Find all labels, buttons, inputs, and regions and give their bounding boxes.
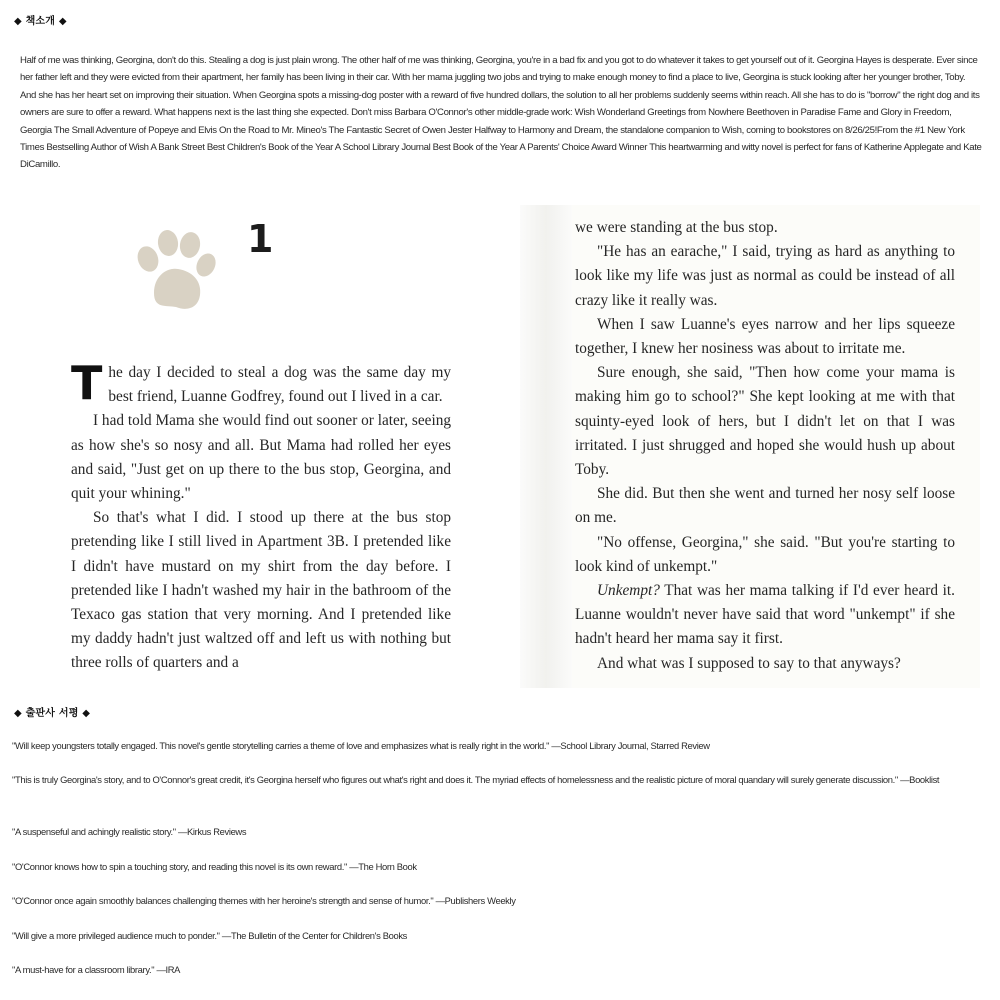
left-paragraph: I had told Mama she would find out sooner or later, seeing as how she's so nosy and all. But Mama had rolled her eyes and said, "Just get on up there to the bus stop, Georgina, and quit your whining." bbox=[71, 412, 451, 503]
left-paragraph: So that's what I did. I stood up there at the bus stop pretending like I still lived in Apartment 3B. I pretended like I didn't have mustard on my shirt from the day before. I pretended like I hadn't washed my hair in the bathroom of the Texaco gas station that very morning. And I pretended like my daddy hadn't just waltzed off and left us with nothing but three rolls of quarters and a bbox=[71, 509, 451, 672]
review-item: "This is truly Georgina's story, and to O'Connor's great credit, it's Georgina herself who figures out what's right and does it. The myriad effects of homelessness and the realistic picture of moral quandary will surely generate discussion." —Booklist bbox=[12, 774, 940, 785]
drop-cap: T bbox=[71, 356, 103, 410]
review-item: "O'Connor knows how to spin a touching story, and reading this novel is its own reward." —The Horn Book bbox=[12, 861, 417, 872]
review-item: "A must-have for a classroom library." —IRA bbox=[12, 964, 181, 975]
review-item: "Will give a more privileged audience much to ponder." —The Bulletin of the Center for Children's Books bbox=[12, 930, 408, 941]
right-paragraph: "No offense, Georgina," she said. "But you're starting to look kind of unkempt." bbox=[575, 533, 955, 575]
right-page-text bbox=[575, 216, 955, 676]
right-paragraph: When I saw Luanne's eyes narrow and her lips squeeze together, I knew her nosiness was about to irritate me. bbox=[575, 315, 955, 358]
chapter-number: 1 bbox=[247, 217, 274, 261]
left-page-text bbox=[71, 356, 451, 676]
unkempt-paragraph bbox=[575, 579, 955, 652]
intro-heading: ◆ 책소개 ◆ bbox=[14, 16, 67, 27]
right-paragraph: And what was I supposed to say to that anyways? bbox=[597, 654, 901, 672]
right-paragraph: Sure enough, she said, "Then how come your mama is making him go to school?" She kept looking at me with that squinty-eyed look of hers, but I didn't let on that I was irritated. I just shrugged and hoped she would hush up about Toby. bbox=[575, 364, 955, 479]
review-item: "Will keep youngsters totally engaged. This novel's gentle storytelling carries a theme of love and emphasizes what is really right in the world." —School Library Journal, Starred Review bbox=[12, 740, 710, 751]
opening-text: he day I decided to steal a dog was the same day my best friend, Luanne Godfrey, found out I lived in a car. bbox=[108, 364, 451, 406]
review-item: "O'Connor once again smoothly balances challenging themes with her heroine's strength and sense of humor." —Publishers Weekly bbox=[12, 895, 516, 906]
unkempt-italic: Unkempt? bbox=[597, 582, 660, 600]
page-gutter bbox=[520, 205, 572, 688]
review-heading: ◆ 출판사 서평 ◆ bbox=[14, 708, 91, 719]
opening-paragraph bbox=[71, 356, 451, 410]
book-page-scan bbox=[20, 205, 980, 688]
right-paragraph: She did. But then she went and turned her nosy self loose on me. bbox=[575, 485, 955, 527]
right-paragraph: "He has an earache," I said, trying as hard as anything to look like my life was just as normal as could be instead of all crazy like it really was. bbox=[575, 243, 955, 309]
unkempt-text: That was her mama talking if I'd ever heard it. Luanne wouldn't never have said that word "unkempt" if she hadn't heard her mama say it first. bbox=[575, 582, 955, 648]
review-item: "A suspenseful and achingly realistic story." —Kirkus Reviews bbox=[12, 826, 247, 837]
right-first-line: we were standing at the bus stop. bbox=[575, 219, 778, 236]
paw-print-icon bbox=[132, 227, 218, 315]
book-description: Half of me was thinking, Georgina, don't do this. Stealing a dog is just plain wrong. The other half of me was thinking, Georgina, you're in a bad fix and you got to do whatever it takes to get yourself out of it. Georgina Hayes is desperate. Ever since her father left and they were evicted from their apartment, her family has been living in their car. With her mama juggling two jobs and trying to make enough money to find a place to live, Georgina is stuck looking after her younger brother, Toby. And she has her heart set on improving their situation. When Georgina spots a missing-dog poster with a reward of five hundred dollars, the solution to all her problems suddenly seems within reach. All she has to do is "borrow" the right dog and its owners are sure to offer a reward. What happens next is the last thing she expected. Don't miss Barbara O'Connor's other middle-grade work: Wish Wonderland Greetings from Nowhere Beethoven in Paradise Fame and Glory in Freedom, Georgia The Small Adventure of Popeye and Elvis On the Road to Mr. Mineo's The Fantastic Secret of Owen Jester Halfway to Harmony and Dream, the standalone companion to Wish, coming to bookstores on 8/26/25!From the #1 New York Times Bestselling Author of Wish A Bank Street Best Children's Book of the Year A School Library Journal Best Book of the Year A Parents' Choice Award Winner This heartwarming and witty novel is perfect for fans of Katherine Applegate and Kate DiCamillo. bbox=[20, 55, 982, 171]
